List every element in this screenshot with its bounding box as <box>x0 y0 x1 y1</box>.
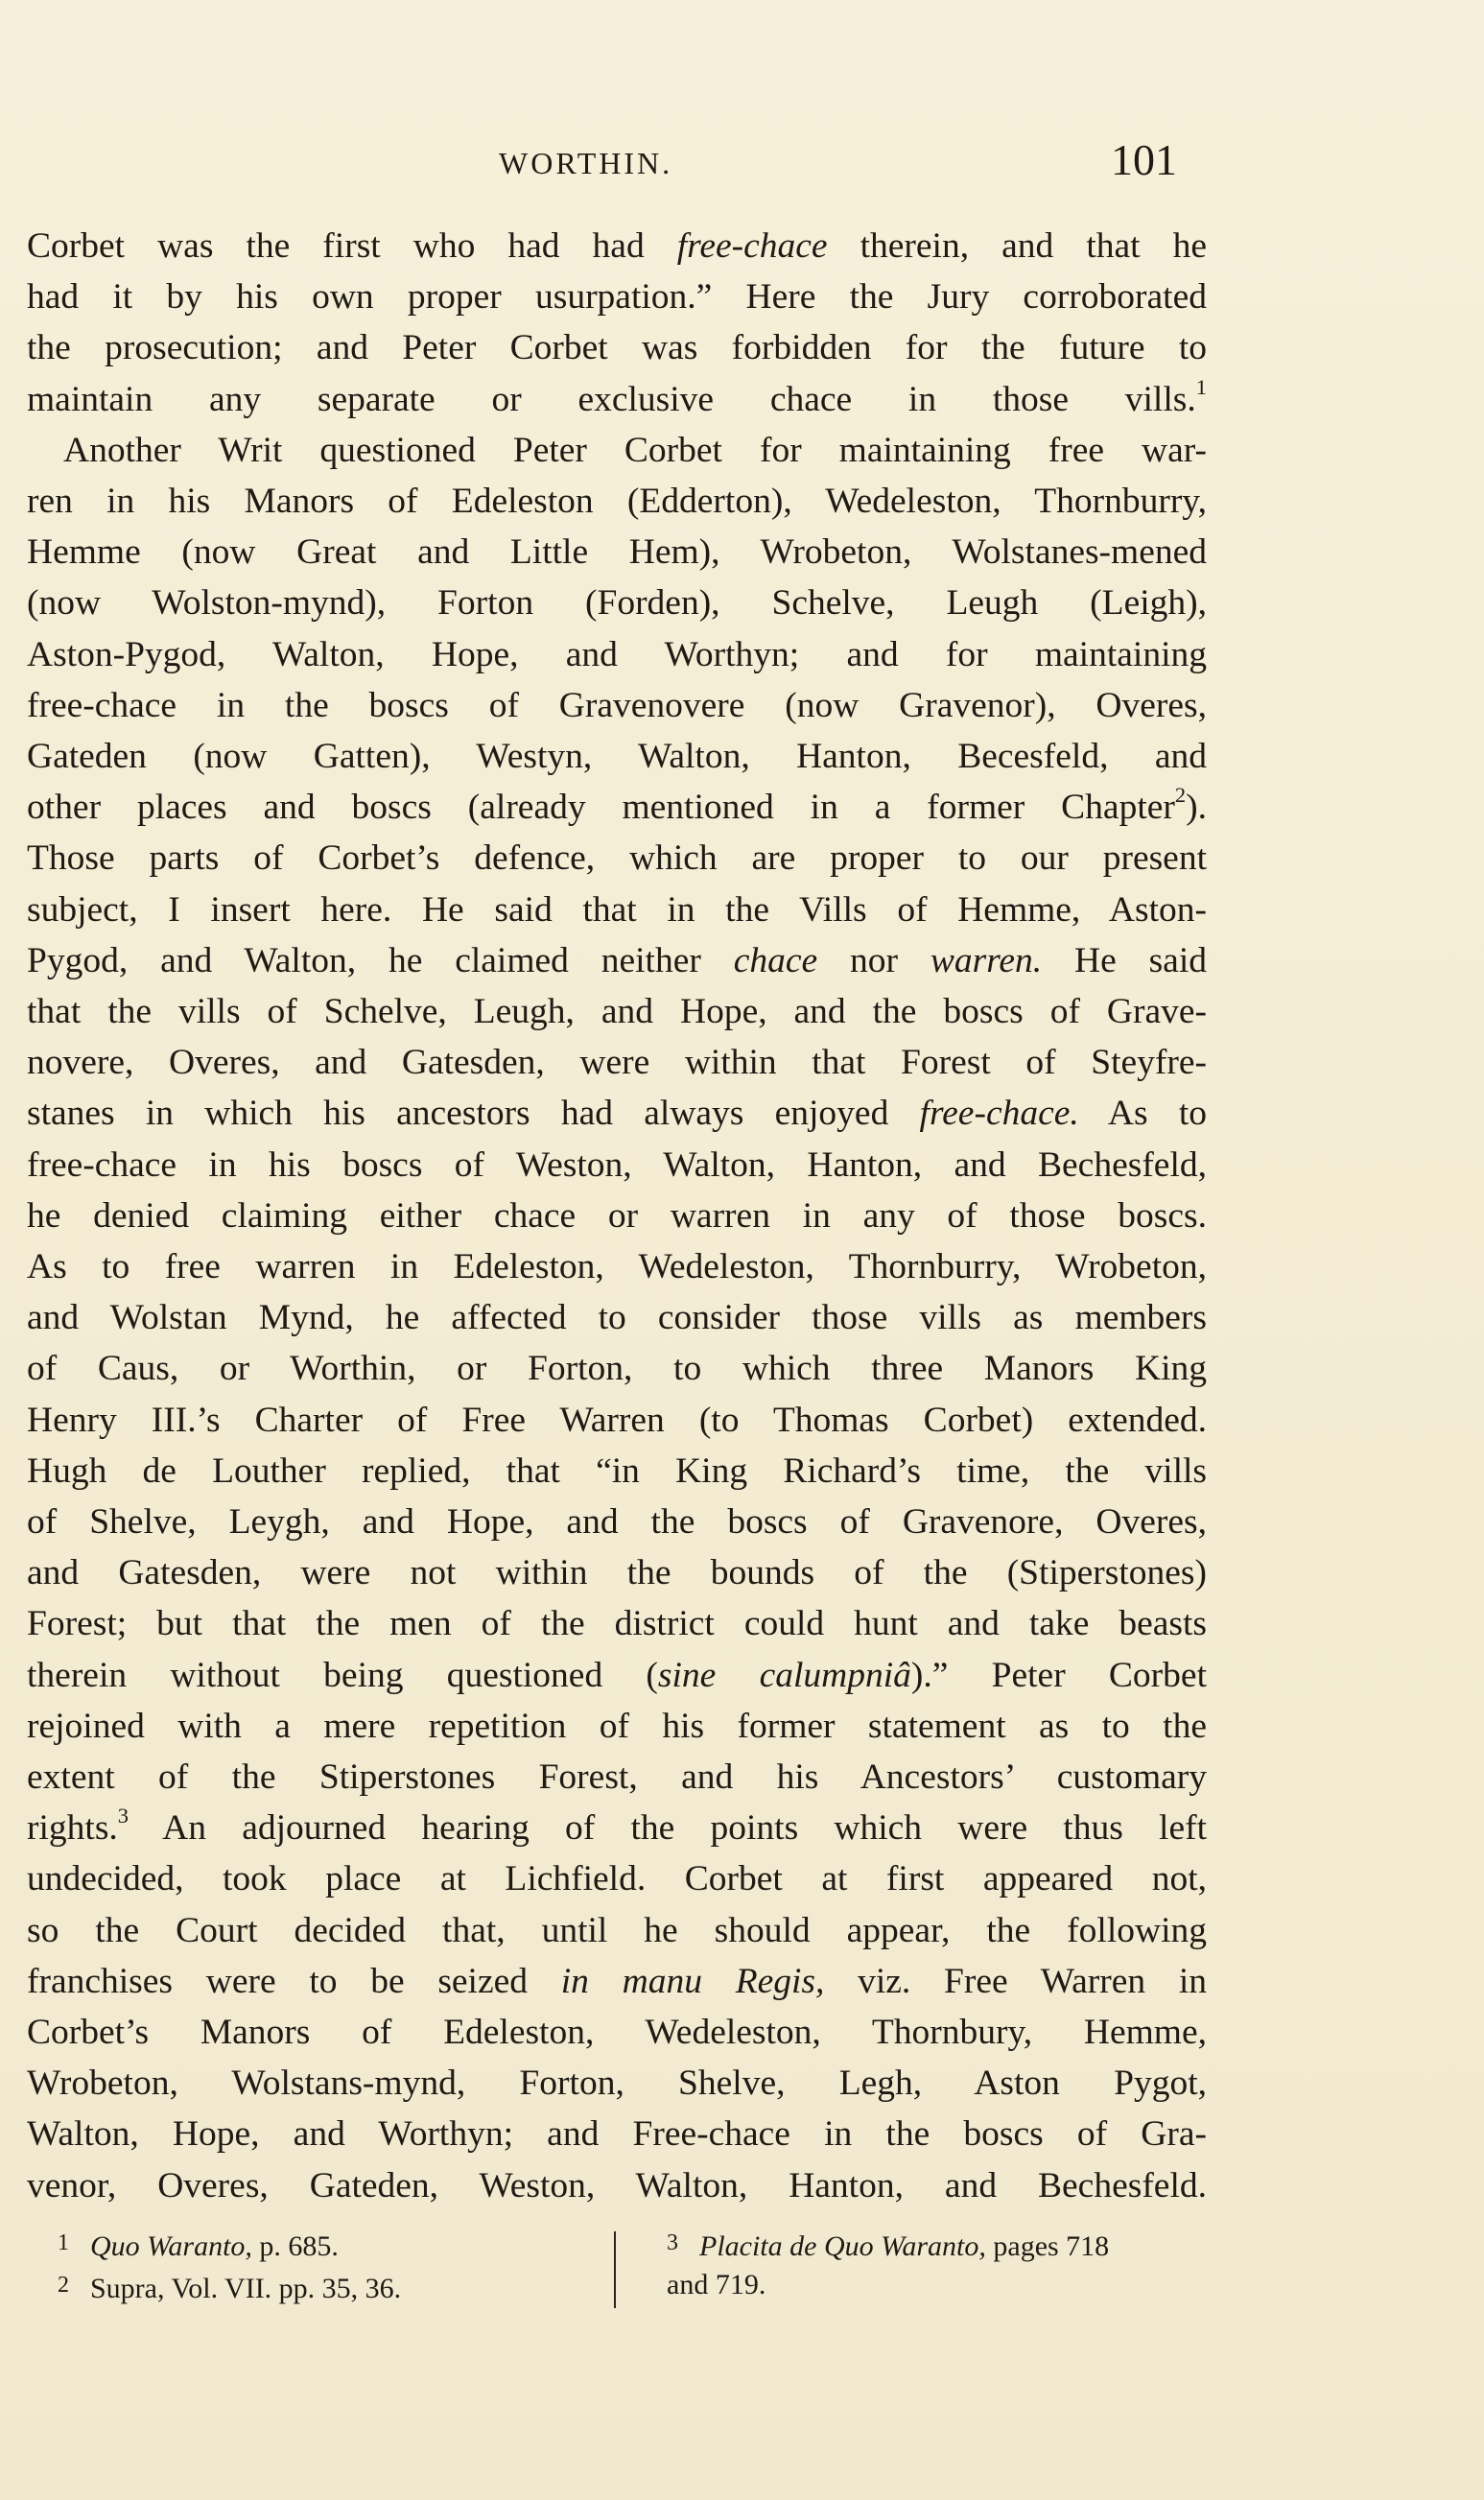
line-text: ren in his Manors of Edeleston (Edderton), Wedeleston, Thornburry, <box>27 482 1207 521</box>
page-number: 101 <box>1111 135 1177 184</box>
text-line <box>27 322 1207 374</box>
italic-text: warren. <box>930 940 1043 980</box>
text-line <box>27 2007 1207 2059</box>
line-text: Those parts of Corbet’s defence, which are proper to our present <box>27 838 1207 879</box>
line-text: As to free warren in Edeleston, Wedeleston, Thornburry, Wrobeton, <box>27 1247 1207 1286</box>
text-line <box>27 1905 1207 1957</box>
line-text: viz. Free Warren in <box>824 1961 1207 2001</box>
line-text: therein, and that he <box>827 226 1207 266</box>
line-text: so the Court decided that, until he should appear, the following <box>27 1910 1207 1950</box>
line-text: (now Wolston-mynd), Forton (Forden), Schelve, Leugh (Leigh), <box>27 583 1207 624</box>
text-line <box>27 1343 1207 1395</box>
footnotes-right-column <box>667 2224 1204 2304</box>
footnote-3 <box>667 2224 1204 2266</box>
line-text: Wrobeton, Wolstans-mynd, Forton, Shelve, Legh, Aston Pygot, <box>27 2064 1207 2104</box>
text-line <box>27 578 1207 629</box>
text-line <box>27 1395 1207 1447</box>
text-line <box>27 986 1207 1038</box>
line-text: that the vills of Schelve, Leugh, and Hope, and the boscs of Grave- <box>27 992 1207 1031</box>
footnote-divider <box>614 2231 616 2308</box>
footnote-italic: Placita de Quo Waranto, <box>699 2230 986 2262</box>
line-text: maintain any separate or exclusive chace in those vills. <box>27 379 1196 419</box>
text-line <box>27 1497 1207 1548</box>
text-line <box>27 731 1207 783</box>
line-text: therein without being questioned ( <box>27 1655 658 1695</box>
text-line <box>27 1547 1207 1599</box>
line-text: had it by his own proper usurpation.” Here the Jury corroborated <box>27 277 1207 318</box>
line-text: Forest; but that the men of the district could hunt and take beasts <box>27 1604 1207 1644</box>
footnote-text: pages 718 <box>985 2230 1110 2262</box>
line-text: subject, I insert here. He said that in the Vills of Hemme, Aston- <box>27 889 1207 930</box>
footnote-reference: 2 <box>1174 783 1187 808</box>
line-text: Corbet was the first who had had <box>27 226 677 266</box>
footnote-mark: 1 <box>58 2230 69 2255</box>
text-line <box>27 1241 1207 1293</box>
footnote-reference: 1 <box>1195 374 1207 399</box>
line-text: of Shelve, Leygh, and Hope, and the boscs of Gravenore, Overes, <box>27 1502 1207 1542</box>
line-text: free-chace in his boscs of Weston, Walton, Hanton, and Bechesfeld, <box>27 1144 1207 1185</box>
footnote-text: p. 685. <box>251 2230 339 2262</box>
footnote-1 <box>58 2224 614 2266</box>
line-text: Another Writ questioned Peter Corbet for maintaining free war- <box>63 430 1207 470</box>
line-text: extent of the Stiperstones Forest, and his Ancestors’ customary <box>27 1757 1207 1797</box>
text-line <box>27 1037 1207 1089</box>
text-line <box>27 2109 1207 2160</box>
line-text: free-chace in the boscs of Gravenovere (now Gravenor), Overes, <box>27 685 1207 725</box>
line-text: ).” Peter Corbet <box>910 1655 1207 1695</box>
text-line <box>27 1446 1207 1498</box>
text-line <box>27 1191 1207 1242</box>
text-line <box>27 2058 1207 2110</box>
text-line <box>27 1752 1207 1804</box>
line-text: Hugh de Louther replied, that “in King Richard’s time, the vills <box>27 1450 1207 1491</box>
italic-text: chace <box>733 940 818 980</box>
footnote-text: and 719. <box>667 2269 766 2300</box>
footnotes-left-column <box>58 2224 614 2308</box>
text-line <box>27 221 1207 272</box>
line-text: franchises were to be seized <box>27 1961 561 2001</box>
footnote-italic: Quo Waranto, <box>90 2230 252 2262</box>
running-head <box>0 134 1484 192</box>
line-text: Aston-Pygod, Walton, Hope, and Worthyn; and for maintaining <box>27 634 1207 674</box>
text-line <box>27 1292 1207 1344</box>
line-text: he denied claiming either chace or warren in any of those boscs. <box>27 1195 1207 1236</box>
text-line <box>27 374 1207 426</box>
line-text: ). <box>1186 788 1207 828</box>
footnotes <box>0 2224 1484 2339</box>
line-text: undecided, took place at Lichfield. Corbet at first appeared not, <box>27 1859 1207 1899</box>
line-text: and Wolstan Mynd, he affected to consider those vills as members <box>27 1298 1207 1338</box>
line-text: Walton, Hope, and Worthyn; and Free-chace in the boscs of Gra- <box>27 2114 1207 2155</box>
line-text: nor <box>817 940 930 980</box>
text-line <box>27 1650 1207 1702</box>
text-line <box>27 884 1207 936</box>
line-text: rejoined with a mere repetition of his former statement as to the <box>27 1706 1207 1746</box>
footnote-mark: 2 <box>58 2273 69 2298</box>
line-text: and Gatesden, were not within the bounds of the (Stiperstones) <box>27 1553 1207 1593</box>
text-line <box>27 425 1207 477</box>
line-text: An adjourned hearing of the points which were thus left <box>129 1808 1207 1849</box>
line-text: venor, Overes, Gateden, Weston, Walton, Hanton, and Bechesfeld. <box>27 2165 1207 2205</box>
line-text: other places and boscs (already mentioned in a former Chapter <box>27 788 1175 828</box>
text-line <box>27 476 1207 528</box>
text-line <box>27 1956 1207 2008</box>
footnote-2 <box>58 2266 614 2308</box>
text-line <box>27 1701 1207 1753</box>
line-text: As to <box>1078 1094 1207 1134</box>
footnote-text: Supra, Vol. VII. pp. 35, 36. <box>90 2273 402 2304</box>
italic-text: sine calumpniâ <box>657 1655 911 1695</box>
line-text: Corbet’s Manors of Edeleston, Wedeleston, Thornbury, Hemme, <box>27 2013 1207 2052</box>
italic-text: in manu Regis, <box>560 1961 825 2001</box>
line-text: Pygod, and Walton, he claimed neither <box>27 940 734 980</box>
text-line <box>27 782 1207 834</box>
italic-text: free-chace. <box>919 1094 1079 1134</box>
line-text: of Caus, or Worthin, or Forton, to which three Manors King <box>27 1349 1207 1389</box>
italic-text: free-chace <box>676 226 828 266</box>
line-text: Hemme (now Great and Little Hem), Wrobeton, Wolstanes-mened <box>27 532 1207 573</box>
text-line <box>27 1140 1207 1191</box>
line-text: Henry III.’s Charter of Free Warren (to Thomas Corbet) extended. <box>27 1400 1207 1440</box>
text-line <box>27 527 1207 578</box>
line-text: rights. <box>27 1808 118 1849</box>
line-text: the prosecution; and Peter Corbet was forbidden for the future to <box>27 328 1207 368</box>
line-text: Gateden (now Gatten), Westyn, Walton, Hanton, Becesfeld, and <box>27 737 1207 776</box>
text-line <box>27 1803 1207 1854</box>
line-text: novere, Overes, and Gatesden, were within that Forest of Steyfre- <box>27 1043 1207 1083</box>
text-line <box>27 2160 1207 2212</box>
text-line <box>27 271 1207 323</box>
text-line <box>27 1853 1207 1905</box>
footnote-3-continued <box>667 2266 1204 2304</box>
line-text: He said <box>1042 940 1207 980</box>
text-line <box>27 935 1207 987</box>
text-line <box>27 629 1207 681</box>
text-line <box>27 1598 1207 1650</box>
line-text: stanes in which his ancestors had always enjoyed <box>27 1094 920 1134</box>
text-line <box>27 833 1207 884</box>
running-title: WORTHIN. <box>499 146 673 180</box>
footnote-mark: 3 <box>667 2230 678 2255</box>
text-line <box>27 1088 1207 1140</box>
footnote-reference: 3 <box>117 1804 130 1828</box>
text-line <box>27 680 1207 732</box>
